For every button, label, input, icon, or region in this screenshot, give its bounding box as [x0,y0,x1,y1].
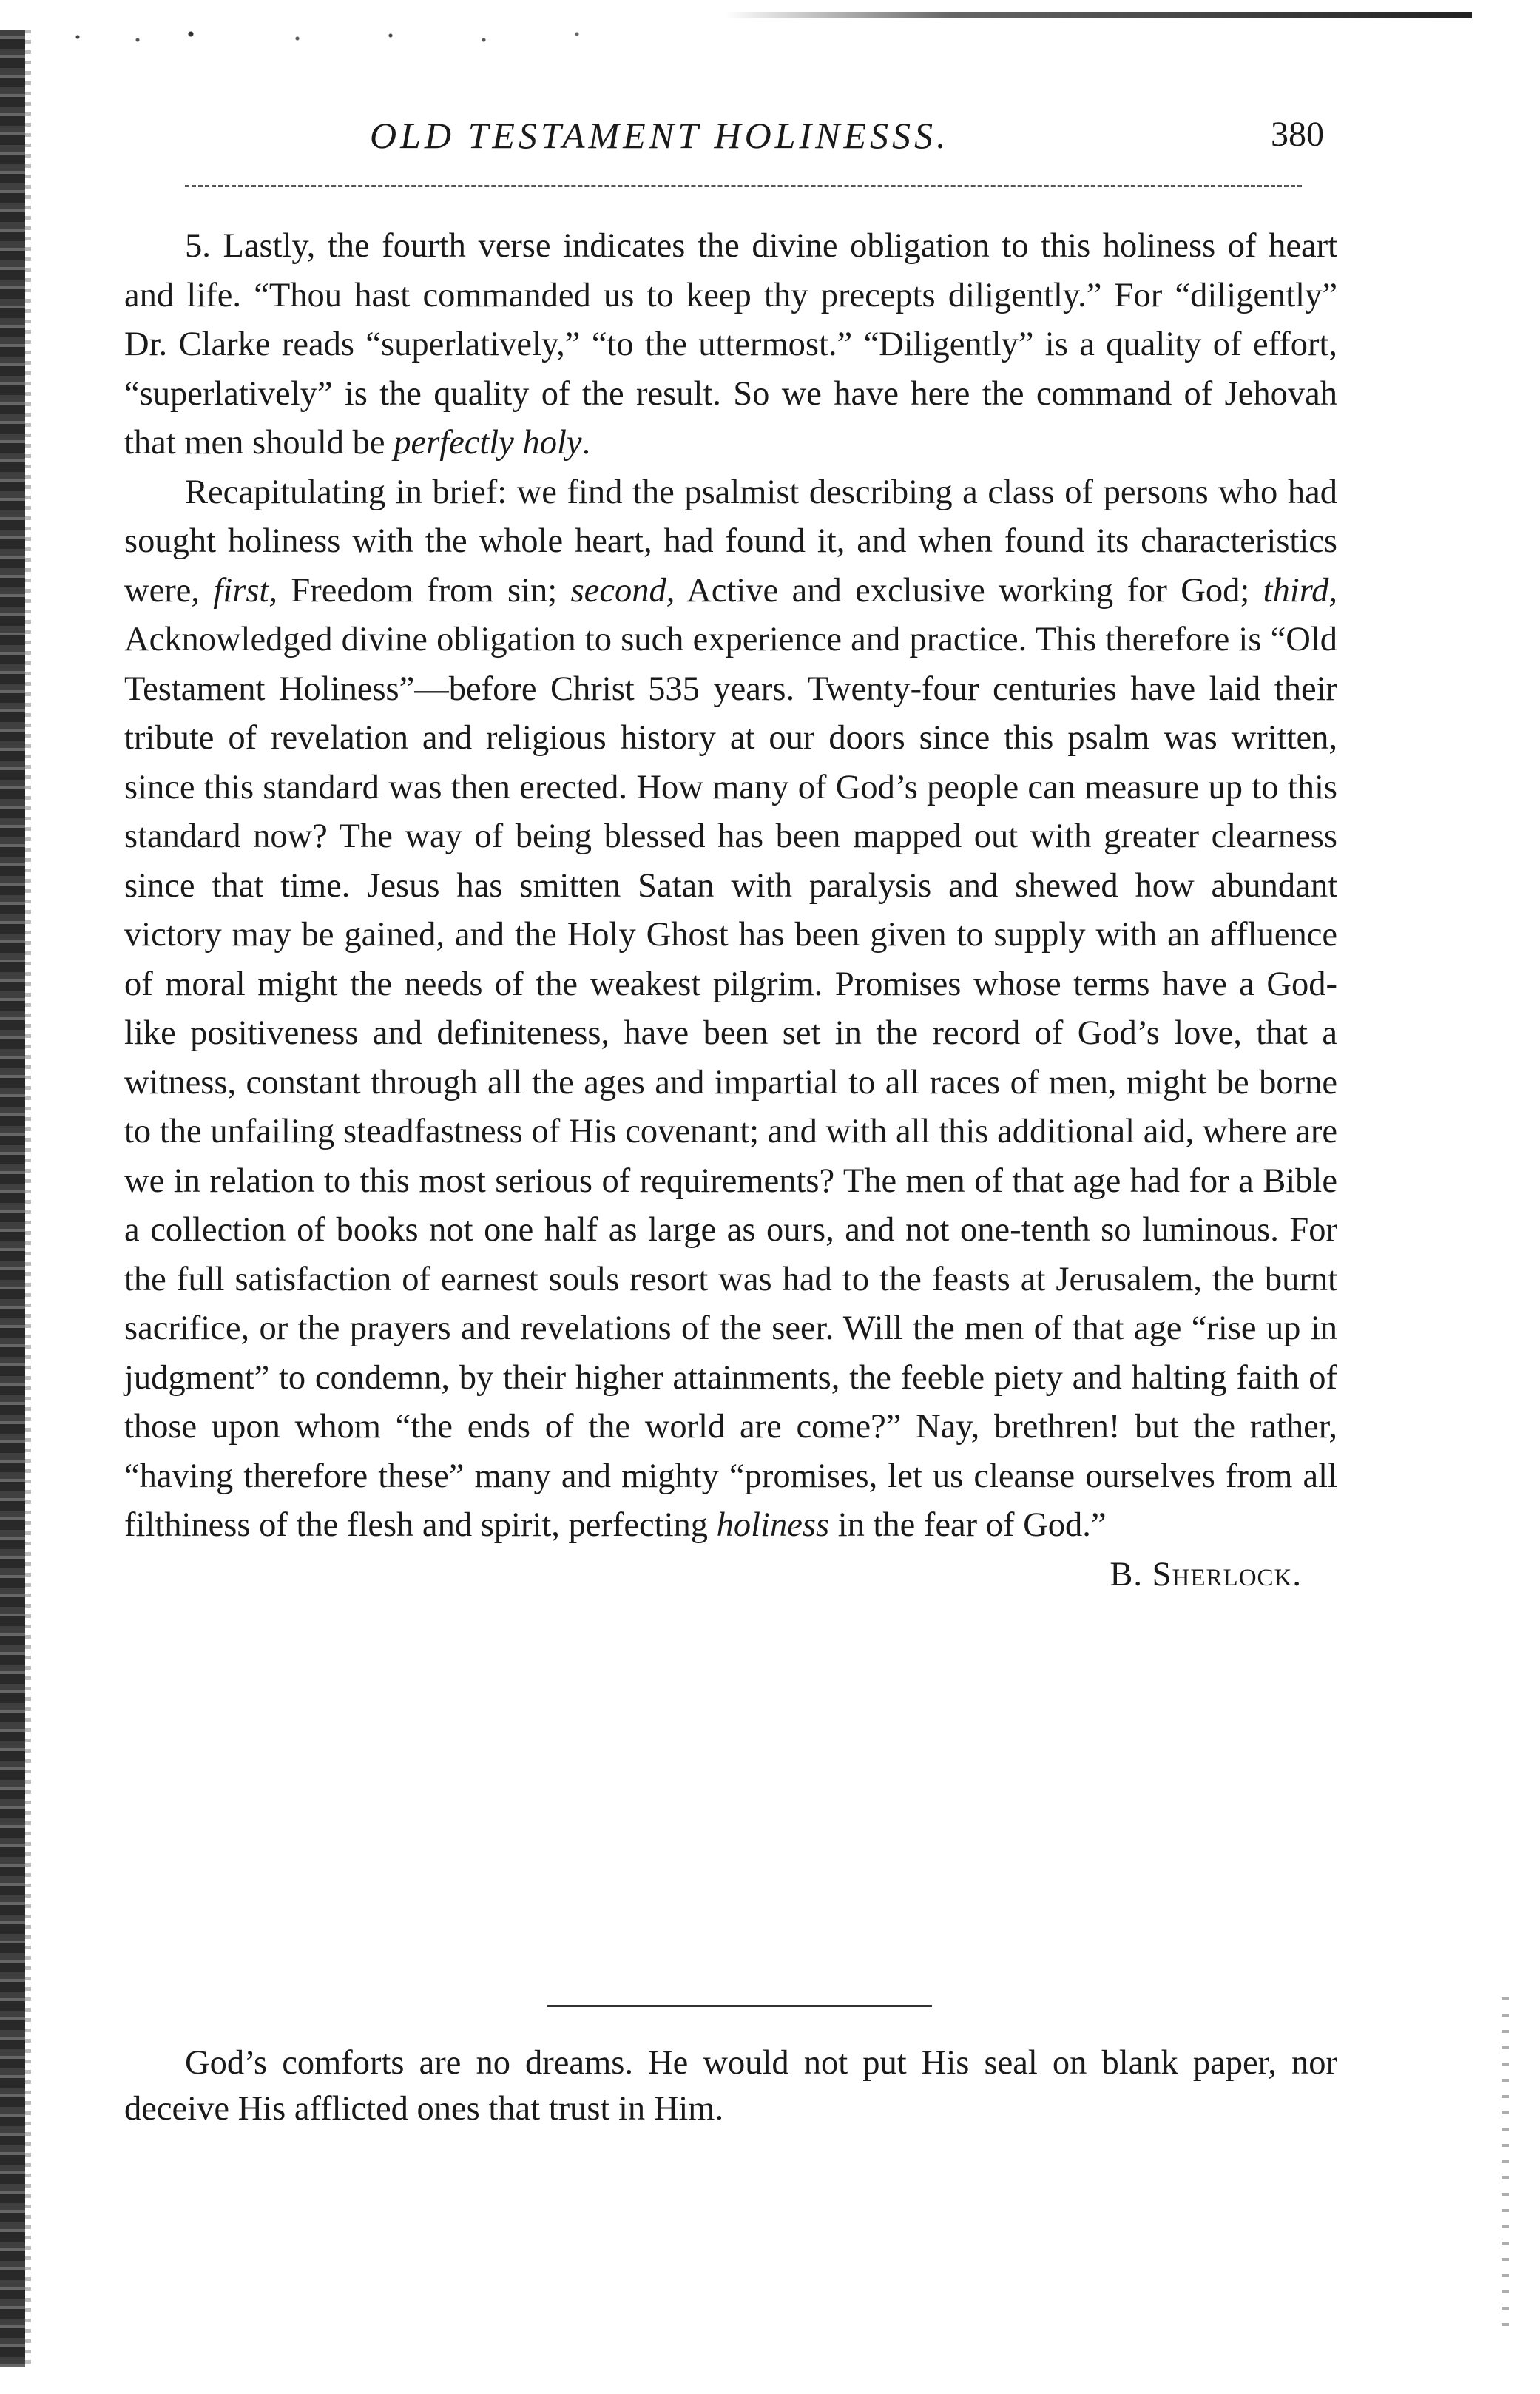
emphasis-first: first, [213,571,277,610]
emphasis-second: second, [570,571,675,610]
scan-top-rule [725,12,1472,18]
book-spine-shadow [0,30,25,2367]
section-divider [547,2005,932,2007]
scan-specks-top [44,22,710,52]
running-head [118,104,1324,163]
closing-quote [124,2040,1337,2132]
page-edge-artifact [25,30,31,2367]
closing-quote-text: God’s comforts are no dreams. He would not put His seal on blank paper, nor deceive His afflicted ones that trust in Him. [124,2044,1337,2128]
scan-specks-right [1502,1997,1509,2338]
header-rule [185,185,1302,187]
paragraph-obligation: 5. Lastly, the fourth verse indicates the divine obligation to this holiness of heart and life. “Thou hast commanded us to keep thy precepts diligently.” For “diligently” Dr. Clarke reads “superlatively,” “to the uttermost.” “Diligently” is a quality of effort, “superlatively” is the quality of the result. So we have here the command of Jehovah that men should be perfectly holy. [124,227,1337,462]
page-number: 380 [1271,115,1324,154]
paragraph-recapitulation: Recapitulating in brief: we find the psalmist describing a class of persons who had sought holiness with the whole heart, had found it, and when found its characteristics were, first, Freedom from sin; second, Active and exclusive working for God; third, Acknowledged divine obligation to such experience and practice. This therefore is “Old Testament Holiness”—before Christ 535 years. Twenty-four centuries have laid their tribute of revelation and religious history at our doors since this psalm was written, since this standard was then erected. How many of God’s people can measure up to this standard now? The way of being blessed has been mapped out with greater clearness since that time. Jesus has smitten Satan with paralysis and shewed how abundant victory may be gained, and the Holy Ghost has been given to supply with an affluence of moral might the needs of the weakest pilgrim. Promises whose terms have a God-like positiveness and definiteness, have been set in the record of God’s love, that a witness, constant through all the ages and impartial to all races of men, might be borne to the unfailing steadfastness of His covenant; and with all this additional aid, where are we in relation to this most serious of requirements? The men of that age had for a Bible a collection of books not one half as large as ours, and not one-tenth so luminous. For the full satisfaction of earnest souls resort was had to the feasts at Jerusalem, the burnt sacrifice, or the prayers and revelations of the seer. Will the men of that age “rise up in judgment” to condemn, by their higher attainments, the feeble piety and halting faith of those upon whom “the ends of the world are come?” Nay, brethren! but the rather, “having therefore these” many and mighty “promises, let us cleanse ourselves from all filthiness of the flesh and spirit, perfecting holiness in the fear of God.” B. Sherlock. [124,468,1337,1600]
article-body [124,222,1337,1599]
page-title: OLD TESTAMENT HOLINESSS. [370,115,950,156]
emphasis-third: third, [1263,571,1338,610]
author-attribution: B. Sherlock. [1110,1555,1302,1594]
emphasis-holiness: holiness [716,1506,830,1544]
emphasis-perfectly-holy: perfectly holy [394,424,582,462]
